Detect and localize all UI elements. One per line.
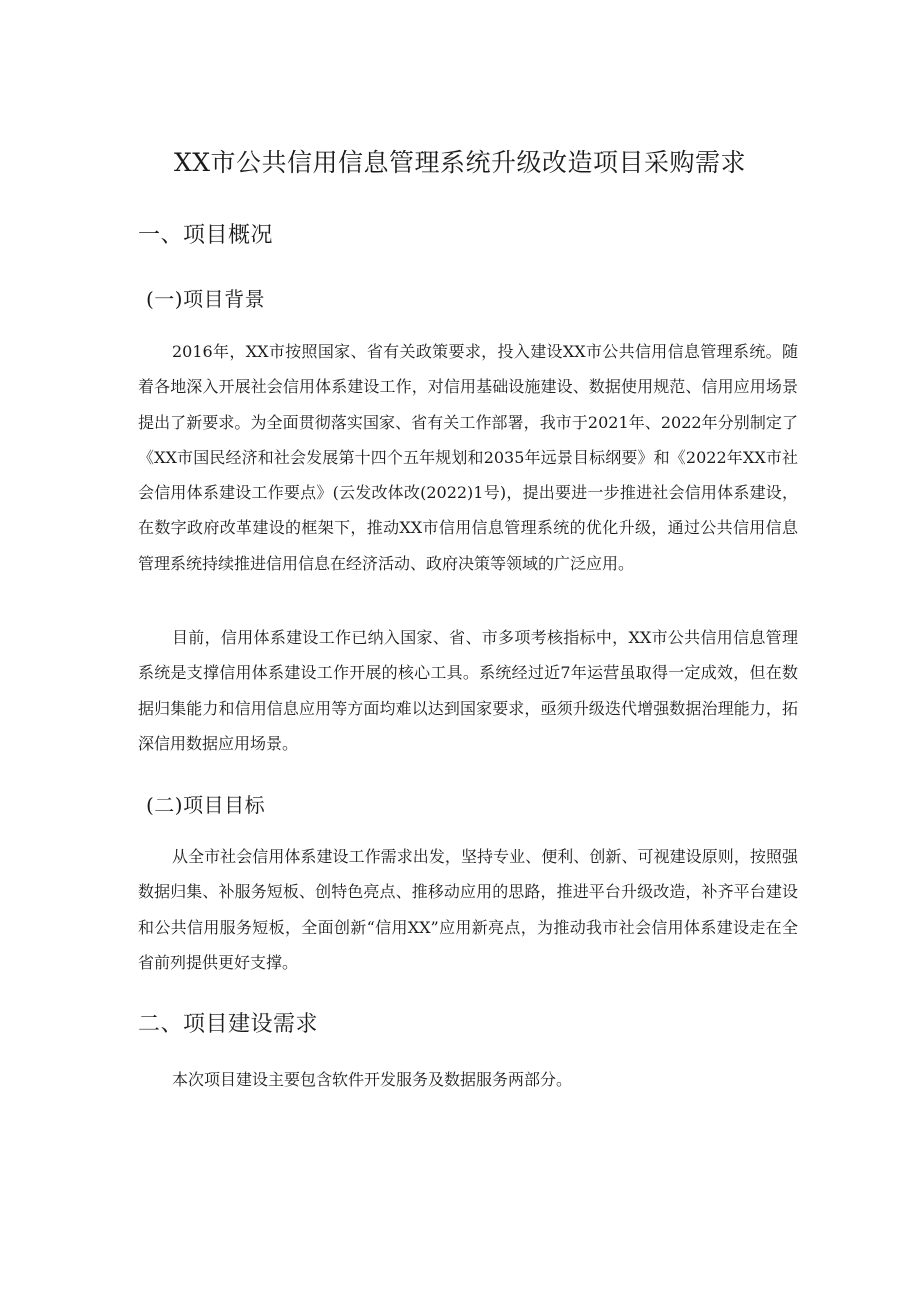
document-title: XX市公共信用信息管理系统升级改造项目采购需求 [173,148,747,177]
section-heading-overview: 一、项目概况 [138,223,274,248]
paragraph-objective: 从全市社会信用体系建设工作需求出发，坚持专业、便利、创新、可视建设原则，按照强数据归集、补服务短板、创特色亮点、推移动应用的思路，推进平台升级改造，补齐平台建设和公共信用服务短板，全面创新“信用XX”应用新亮点，为推动我市社会信用体系建设走在全省前列提供更好支撑。 [138,847,798,972]
paragraph-background-1: 2016年，XX市按照国家、省有关政策要求，投入建设XX市公共信用信息管理系统。随着各地深入开展社会信用体系建设工作，对信用基础设施建设、数据使用规范、信用应用场景提出了新要求。为全面贯彻落实国家、省有关工作部署，我市于2021年、2022年分别制定了《XX市国民经济和社会发展第十四个五年规划和2035年远景目标纲要》和《2022年XX市社会信用体系建设工作要点》(云发改体改(2022)1号)，提出要进一步推进社会信用体系建设，在数字政府改革建设的框架下，推动XX市信用信息管理系统的优化升级，通过公共信用信息管理系统持续推进信用信息在经济活动、政府决策等领域的广泛应用。 [138,342,798,573]
paragraph-requirements: 本次项目建设主要包含软件开发服务及数据服务两部分。 [172,1070,573,1089]
subsection-heading-objective: (二)项目目标 [146,793,266,817]
paragraph-background-2: 目前，信用体系建设工作已纳入国家、省、市多项考核指标中，XX市公共信用信息管理系统是支撑信用体系建设工作开展的核心工具。系统经过近7年运营虽取得一定成效，但在数据归集能力和信用信息应用等方面均难以达到国家要求，亟须升级迭代增强数据治理能力，拓深信用数据应用场景。 [138,628,798,753]
subsection-heading-background: (一)项目背景 [146,287,266,311]
section-heading-requirements: 二、项目建设需求 [138,1012,319,1037]
